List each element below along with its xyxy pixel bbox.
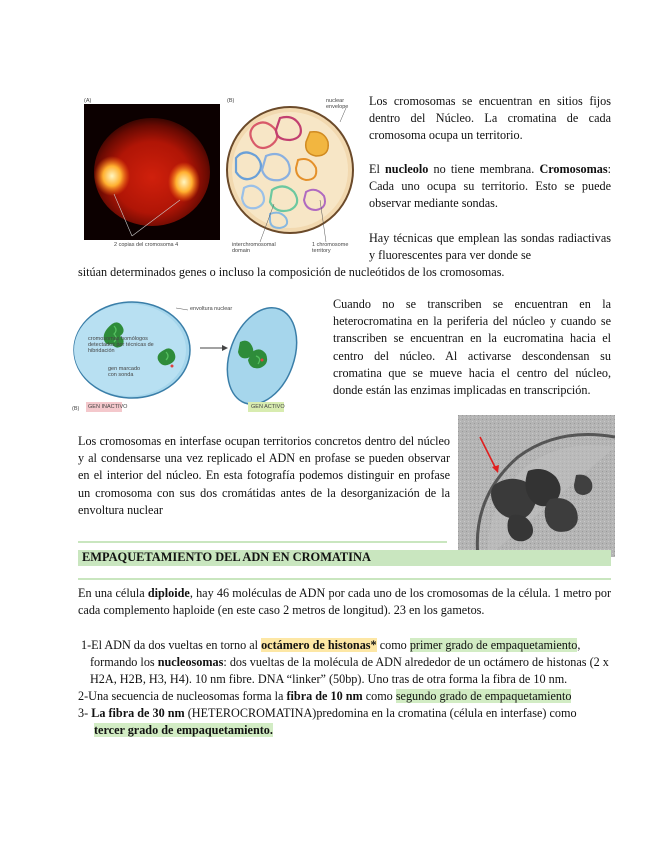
chromosome-territories-illustration: [84, 96, 364, 258]
heading-top-rule: [78, 541, 447, 543]
panel-a-label: (A): [84, 98, 92, 104]
paragraph-techniques-cont: sitúan determinados genes o incluso la composición de nucleótidos de los cromosomas.: [78, 265, 505, 279]
paragraph-fixed-sites: Los cromosomas se encuentran en sitios fijos dentro del Núcleo. La cromatina de cada cromosoma ocupa un territorio.: [369, 94, 611, 143]
interchromosomal-label: interchromosomal domain: [232, 242, 276, 254]
list-item-1-cont: formando los nucleosomas: dos vueltas de la molécula de ADN alrededor de un octámero de histonas (2 x H2A, H2B, H3, H4). 10 nm fibre. DNA “linker” (50bp). Uno tras de otra forma la fibra de 10 nm.: [90, 655, 609, 686]
paragraph-interphase: Los cromosomas en interfase ocupan territorios concretos dentro del núcleo y al condensarse una vez replicado el ADN en profase se pueden observar en el interior del núcleo. En esta fotografía podemos distinguir en profase un cromosoma con sus dos cromátidas antes de la desorganización de la envoltura nuclear: [78, 434, 450, 517]
gene-activity-illustration: [72, 298, 324, 418]
prophase-micrograph-image: [458, 415, 615, 557]
nuclear-envelope-label-2: envoltura nuclear: [190, 306, 233, 312]
heading-bottom-rule: [78, 578, 611, 580]
figure-chromosome-territories: [84, 96, 364, 258]
paragraph-nucleolo: El nucleolo no tiene membrana. Cromosomas: Cada uno ocupa su territorio. Esto se puede observar mediante sondas.: [369, 162, 611, 211]
paragraph-transcription: Cuando no se transcriben se encuentran en la heterocromatina en la periferia del núcleo y cuando se transcriben se encuentran en la eucromatina hacia el centro del núcleo. Al activarse descondensan su cromatina que se mueve hacia el centro del núcleo, donde están las enzimas implicadas en transcripción.: [333, 297, 611, 398]
paragraph-diploid: En una célula diploide, hay 46 moléculas de ADN por cada uno de los cromosomas de la célula. 1 metro por cada complemento haploide (en este caso 2 metros de longitud). 23 en los gametos.: [78, 586, 611, 618]
chromosome-territory-label: 1 chromosome territory: [312, 242, 349, 254]
list-item-3-cont: tercer grado de empaquetamiento.: [94, 723, 273, 737]
homolog-label: cromosomas homólogos detectados por técnicas de hibridación: [88, 336, 154, 354]
panel-a-caption: 2 copias del cromosoma 4: [114, 242, 179, 248]
panel-b-label: (B): [227, 98, 235, 104]
list-item-2: 2-Una secuencia de nucleosomas forma la fibra de 10 nm como segundo grado de empaquetamiento: [78, 689, 572, 703]
panel-b-label-2: (B): [72, 406, 80, 412]
inactive-gene-label: GEN INACTIVO: [88, 404, 128, 410]
nuclear-envelope-label: nuclear envelope: [326, 98, 349, 110]
list-item-3: 3- La fibra de 30 nm (HETEROCROMATINA)predomina en la cromatina (célula en interfase) como: [78, 706, 577, 720]
paragraph-techniques: Hay técnicas que emplean las sondas radiactivas y fluorescentes para ver donde se: [369, 231, 611, 263]
figure-prophase-micrograph: [458, 415, 615, 557]
packaging-list: [78, 637, 613, 739]
active-gene-label: GEN ACTIVO: [251, 404, 285, 410]
probe-gene-label: gen marcado con sonda: [108, 366, 141, 378]
list-item-1: 1-El ADN da dos vueltas en torno al octámero de histonas* como primer grado de empaquetamiento,: [81, 638, 581, 652]
figure-gene-activity: [72, 298, 324, 418]
section-heading: EMPAQUETAMIENTO DEL ADN EN CROMATINA: [82, 550, 371, 564]
